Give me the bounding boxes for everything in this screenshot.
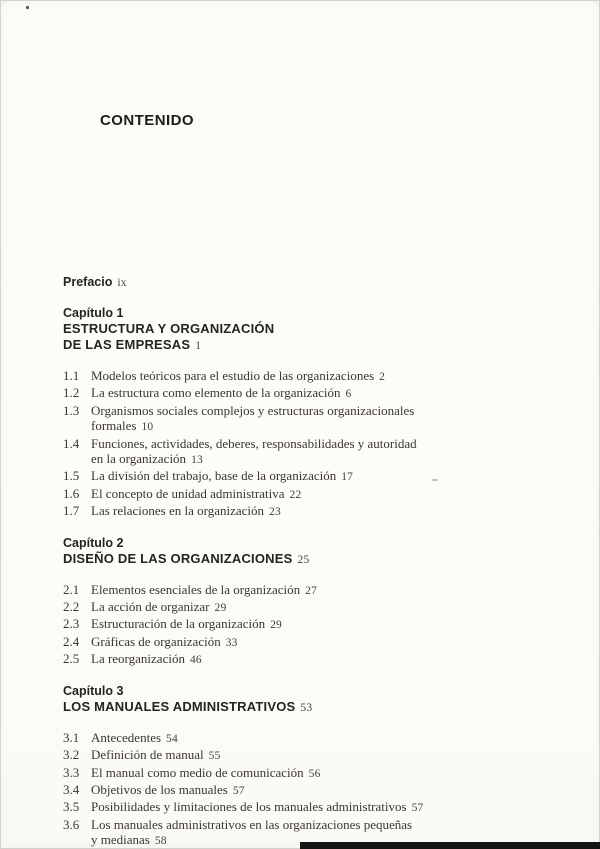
item-number: 2.3	[63, 616, 80, 632]
item-number: 3.2	[63, 747, 80, 763]
chapter-page-number: 53	[300, 701, 313, 714]
item-title-text: Elementos esenciales de la organización	[91, 581, 301, 597]
chapter-title-line: ESTRUCTURA Y ORGANIZACIÓN	[63, 321, 275, 336]
toc-item	[63, 468, 550, 485]
item-number: 3.1	[63, 729, 80, 745]
item-text	[91, 468, 550, 485]
item-text	[91, 634, 550, 651]
item-page-number: 33	[225, 636, 238, 649]
item-title-text: Definición de manual	[91, 747, 204, 763]
chapter-title-line: DE LAS EMPRESAS	[63, 337, 191, 352]
toc-item	[63, 385, 550, 402]
toc-item	[63, 634, 550, 651]
item-page-number: 13	[191, 454, 203, 467]
toc-item	[63, 747, 550, 764]
chapter-page-number: 1	[195, 340, 202, 352]
item-title-text: La acción de organizar	[91, 599, 210, 615]
item-number: 3.3	[63, 764, 80, 780]
scan-speck	[26, 6, 29, 9]
toc-item	[63, 782, 550, 799]
item-title-text: Posibilidades y limitaciones de los manuales administrativos	[91, 799, 407, 815]
item-title-text: Modelos teóricos para el estudio de las organizaciones	[91, 368, 375, 383]
item-page-number: 55	[208, 750, 221, 763]
toc-item	[63, 765, 550, 782]
item-page-number: 6	[345, 388, 352, 401]
toc-item	[63, 503, 550, 520]
chapter-items	[63, 582, 550, 669]
item-text	[91, 385, 550, 402]
toc-item	[63, 799, 550, 816]
item-number: 1.3	[63, 402, 80, 418]
item-title-text: La división del trabajo, base de la organización	[91, 468, 337, 484]
item-page-number: 2	[379, 371, 386, 383]
chapter-page-number: 25	[297, 553, 310, 566]
item-page-number: 29	[214, 602, 227, 615]
item-number: 3.6	[63, 816, 80, 832]
toc-item	[63, 730, 550, 747]
item-text	[91, 599, 550, 616]
chapter-items	[63, 368, 550, 521]
chapter-title-line: LOS MANUALES ADMINISTRATIVOS	[63, 698, 296, 714]
item-number: 2.5	[63, 651, 80, 667]
item-text	[91, 368, 550, 385]
item-page-number: 57	[411, 802, 424, 815]
item-text	[91, 782, 550, 799]
item-number: 2.4	[63, 633, 80, 649]
item-title-text: Las relaciones en la organización	[91, 503, 265, 519]
item-number: 3.5	[63, 799, 80, 815]
item-text	[91, 503, 550, 520]
item-number: 1.5	[63, 468, 80, 484]
item-title-text: y medianas	[91, 832, 150, 848]
item-title-text: formales	[91, 418, 137, 434]
item-text	[91, 436, 550, 469]
item-page-number: 54	[166, 732, 178, 745]
chapter-section-2	[63, 535, 550, 669]
item-title-text: Funciones, actividades, deberes, responsabilidades y autoridad	[91, 435, 417, 451]
chapter-title	[63, 699, 550, 716]
item-title-text: Gráficas de organización	[91, 633, 221, 649]
item-page-number: 29	[270, 619, 283, 632]
item-text	[91, 582, 550, 599]
chapter-section-1	[63, 305, 550, 521]
item-number: 1.1	[63, 368, 80, 383]
toc-item	[63, 486, 550, 503]
item-text	[91, 747, 550, 764]
item-number: 2.2	[63, 599, 80, 615]
item-page-number: 57	[232, 784, 245, 797]
item-number: 2.1	[63, 581, 80, 597]
item-page-number: 23	[269, 506, 281, 519]
chapter-section-3	[63, 683, 550, 849]
item-number: 1.4	[63, 435, 80, 451]
item-number: 1.6	[63, 485, 80, 501]
item-page-number: 58	[154, 835, 167, 848]
item-page-number: 56	[308, 767, 321, 780]
prefacio-entry	[63, 275, 550, 291]
toc-item	[63, 599, 550, 616]
item-text	[91, 799, 550, 816]
item-title-text: Los manuales administrativos en las organizaciones pequeñas	[91, 816, 413, 832]
item-title-text: La reorganización	[91, 651, 185, 667]
item-text	[91, 730, 550, 747]
item-title-text: Objetivos de los manuales	[91, 781, 228, 797]
item-page-number: 22	[289, 488, 302, 501]
item-title-text: El concepto de unidad administrativa	[91, 485, 285, 501]
item-number: 1.2	[63, 385, 80, 401]
prefacio-page-number: ix	[117, 277, 127, 289]
chapter-title-line: DISEÑO DE LAS ORGANIZACIONES	[63, 550, 293, 566]
item-text	[91, 403, 550, 436]
item-title-text: El manual como medio de comunicación	[91, 764, 304, 780]
chapter-label: Capítulo 3	[63, 683, 124, 698]
chapter-label: Capítulo 1	[63, 306, 124, 320]
toc-item	[63, 368, 550, 385]
toc-item	[63, 582, 550, 599]
chapter-items	[63, 730, 550, 849]
item-text	[91, 616, 550, 633]
chapter-title	[63, 551, 550, 568]
item-text	[91, 765, 550, 782]
item-page-number: 46	[189, 654, 202, 667]
item-title-text: La estructura como elemento de la organización	[91, 385, 341, 401]
toc-item	[63, 403, 550, 436]
item-number: 1.7	[63, 503, 80, 519]
item-page-number: 10	[141, 421, 154, 434]
toc-item	[63, 651, 550, 668]
chapter-label: Capítulo 2	[63, 535, 124, 550]
item-title-text: Estructuración de la organización	[91, 616, 266, 632]
prefacio-label: Prefacio	[63, 275, 113, 289]
toc-item	[63, 436, 550, 469]
item-title-text: Antecedentes	[91, 729, 162, 745]
table-of-contents	[63, 275, 550, 849]
scan-artifact-bottom-bar	[300, 842, 600, 849]
item-title-text: Organismos sociales complejos y estructuras organizacionales	[91, 402, 415, 418]
item-text	[91, 486, 550, 503]
item-page-number: 27	[305, 584, 318, 597]
toc-item	[63, 616, 550, 633]
chapter-title	[63, 321, 550, 354]
item-page-number: 17	[341, 471, 354, 484]
item-title-text: en la organización	[91, 451, 187, 467]
page-title: CONTENIDO	[100, 112, 195, 129]
item-number: 3.4	[63, 781, 80, 797]
item-text	[91, 651, 550, 668]
